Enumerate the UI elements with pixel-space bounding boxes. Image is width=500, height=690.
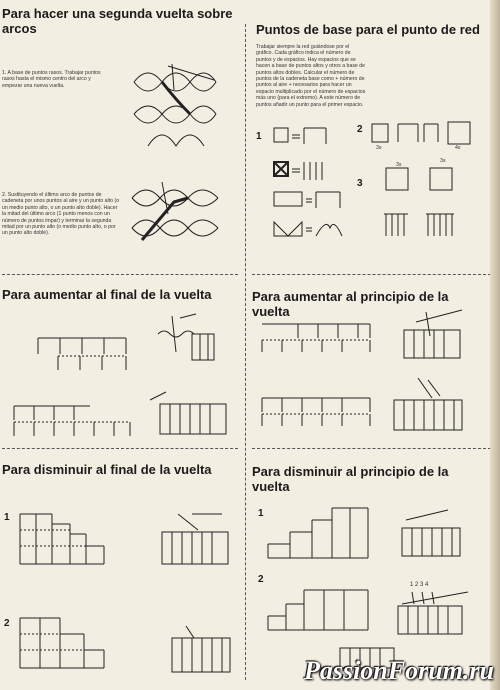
section-divider	[2, 448, 238, 449]
section-title-puntos-base: Puntos de base para el punto de red	[256, 22, 480, 37]
net-stitch-diagram-3	[372, 162, 482, 242]
increase-end-stitch-illustration-1	[152, 312, 230, 368]
figure-number: 2	[258, 574, 264, 585]
section-title-aumentar-principio: Para aumentar al principio de la vuelta	[252, 289, 449, 319]
figure-number: 1	[4, 512, 10, 523]
decrease-end-stitch-illustration-1	[158, 510, 234, 572]
section-title-aumentar-final: Para aumentar al final de la vuelta	[2, 287, 212, 302]
crochet-arc-illustration-1	[128, 62, 220, 154]
increase-end-stitch-illustration-2	[146, 388, 232, 444]
decrease-end-diagram-1	[16, 508, 110, 570]
segunda-vuelta-text-1: 1. A base de puntos rasos. Trabajar puntos rasos hasta el mismo centro del arco y empezar una nueva vuelta.	[2, 70, 101, 89]
increase-end-diagram-2	[10, 390, 138, 442]
chain-count-label: 4s	[455, 145, 461, 151]
decrease-start-diagram-1	[264, 502, 376, 564]
section-divider	[252, 448, 496, 449]
page-edge	[490, 0, 500, 690]
net-stitch-diagram-2	[370, 120, 488, 160]
figure-number: 1	[258, 508, 264, 519]
decrease-start-stitch-illustration-1	[396, 506, 468, 562]
watermark: PassionForum.ru	[303, 656, 494, 685]
section-title-disminuir-final: Para disminuir al final de la vuelta	[2, 462, 212, 477]
crochet-arc-illustration-2	[128, 180, 228, 256]
chain-count-label: 3s	[396, 162, 402, 168]
decrease-end-diagram-2	[16, 612, 108, 674]
chain-count-label: 3s	[440, 158, 446, 164]
decrease-start-stitch-illustration-2	[392, 588, 472, 640]
decrease-start-diagram-2	[264, 584, 376, 636]
increase-start-diagram-1	[258, 318, 386, 358]
section-divider	[2, 274, 238, 275]
increase-end-diagram-1	[10, 320, 130, 376]
figure-number: 2	[357, 124, 363, 135]
figure-number: 2	[4, 618, 10, 629]
segunda-vuelta-text-2: 2. Sustituyendo el último arco de puntos de cadeneta por unos puntos al aire y un punto alto (o un medio punto alto, o un punto alto doble). Hacer la mitad del último arco (1 punto menos con un número de puntos impar) y terminar la segunda mitad por un punto alto (o medio punto alto, o por un punto alto doble).	[2, 192, 120, 237]
section-title-segunda-vuelta: Para hacer una segunda vuelta sobre arcos	[2, 6, 233, 36]
increase-start-stitch-illustration-2	[388, 376, 468, 436]
increase-start-diagram-2	[258, 392, 386, 432]
column-divider	[245, 24, 246, 680]
net-stitch-diagram-1	[270, 124, 342, 242]
section-divider	[252, 274, 496, 275]
increase-start-stitch-illustration-1	[396, 308, 468, 364]
chain-count-label: 3s	[376, 145, 382, 151]
figure-number: 3	[357, 178, 363, 189]
stitch-number-labels: 1 2 3 4	[410, 582, 429, 588]
puntos-base-text: Trabajar siempre la red guiándose por el gráfico. Cada gráfico indica el número de puntos y de espacios. Hay espacios que se hacen a base de puntos altos y otros a base de puntos altos dobles. Calcular el número de puntos de la cadeneta base como + número de puntos al aire + necesarios para hacer un espacio multiplicado por el número de espacios más uno (para el extremo). A este número de puntos añadir un punto para el primer espacio.	[256, 44, 366, 108]
section-title-disminuir-principio: Para disminuir al principio de la vuelta	[252, 464, 449, 494]
figure-number: 1	[256, 131, 262, 142]
decrease-end-stitch-illustration-2	[168, 624, 238, 676]
